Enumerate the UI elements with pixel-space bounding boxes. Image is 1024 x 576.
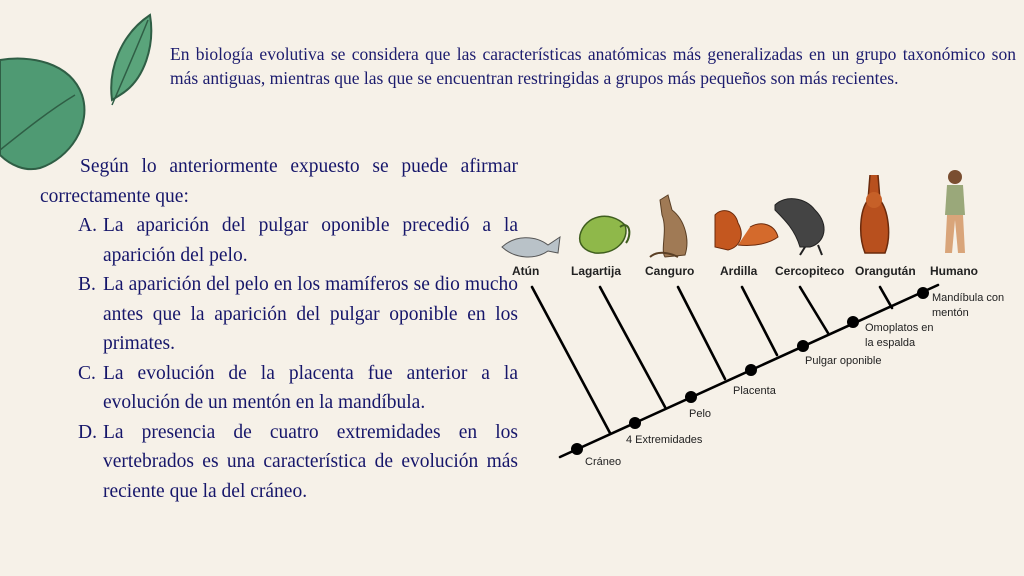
trait-label-mandibula: Mandíbula con <box>932 292 1005 304</box>
question-lead: Según lo anteriormente expuesto se puede afirmar correctamente que: <box>40 156 518 207</box>
option-label: A. <box>78 215 97 236</box>
squirrel-icon <box>715 211 778 250</box>
question-block <box>40 152 518 506</box>
trait-label-pelo: Pelo <box>689 408 712 420</box>
answer-options <box>40 211 518 506</box>
trait-label-craneo: Cráneo <box>585 456 622 468</box>
lizard-icon <box>580 216 630 253</box>
animal-label-lagartija: Lagartija <box>571 264 622 278</box>
option-text: La aparición del pelo en los mamíferos se dio mucho antes que la aparición del pulgar oponible en los primates. <box>103 274 518 354</box>
animal-label-canguro: Canguro <box>645 264 695 278</box>
option-text: La evolución de la placenta fue anterior a la evolución de un mentón en la mandíbula. <box>103 362 518 413</box>
animal-label-atun: Atún <box>512 264 540 278</box>
cladogram-branches <box>532 285 938 457</box>
leaf-decoration-icon <box>0 0 170 175</box>
cladogram <box>500 165 1020 485</box>
tuna-icon <box>502 237 560 257</box>
orangutan-icon <box>861 175 889 253</box>
kangaroo-icon <box>650 195 687 257</box>
animal-label-ardilla: Ardilla <box>720 264 758 278</box>
trait-label-espalda: la espalda <box>865 337 916 349</box>
option-text: La presencia de cuatro extremidades en los vertebrados es una característica de evolución más reciente que la del cráneo. <box>103 421 518 502</box>
option-label: B. <box>78 274 96 295</box>
monkey-icon <box>775 199 824 255</box>
option-label: D. <box>78 421 97 443</box>
trait-label-extremidades: 4 Extremidades <box>626 434 703 446</box>
option-text: La aparición del pulgar oponible precedió a la aparición del pelo. <box>103 215 518 266</box>
option-a[interactable] <box>40 211 518 270</box>
human-icon <box>945 170 965 253</box>
trait-label-placenta: Placenta <box>733 385 776 397</box>
trait-label-menton: mentón <box>932 307 969 319</box>
animal-label-cercopiteco: Cercopiteco <box>775 264 845 278</box>
option-b[interactable] <box>40 270 518 359</box>
option-d[interactable] <box>40 418 518 507</box>
option-c[interactable] <box>40 359 518 418</box>
trait-label-omoplatos: Omoplatos en <box>865 322 934 334</box>
option-label: C. <box>78 362 96 384</box>
intro-text: En biología evolutiva se considera que las características anatómicas más generalizadas en un grupo taxonómico son más antiguas, mientras que las que se encuentran restringidas a grupos más pequeños son más recientes. <box>170 44 1016 88</box>
animal-label-orangutan: Orangután <box>855 264 916 278</box>
animal-label-humano: Humano <box>930 264 978 278</box>
trait-label-pulgar: Pulgar oponible <box>805 355 882 367</box>
